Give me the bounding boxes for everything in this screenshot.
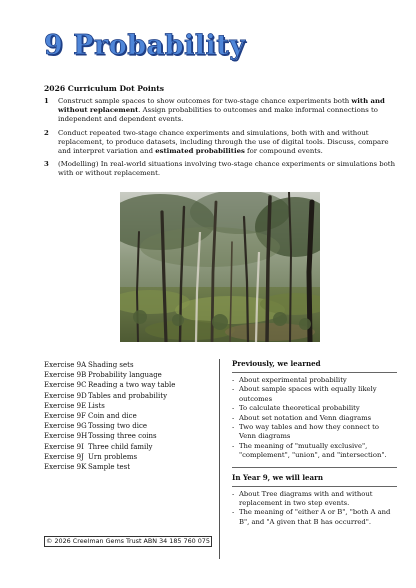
curriculum-heading: 2026 Curriculum Dot Points (44, 84, 165, 93)
list-item (232, 385, 397, 404)
exercise-row[interactable] (44, 462, 214, 472)
list-item-text: Two way tables and how they connect to Venn diagrams (239, 423, 379, 441)
curriculum-item-number: 3 (44, 160, 49, 169)
bullet: - (232, 404, 235, 413)
previously-heading: Previously, we learned (232, 359, 321, 368)
exercise-title: Tables and probability (88, 391, 168, 400)
list-item-text: About experimental probability (239, 376, 347, 384)
heading-rule (232, 372, 397, 373)
learn-heading: In Year 9, we will learn (232, 472, 324, 482)
list-item (232, 490, 397, 509)
exercise-row[interactable] (44, 360, 214, 370)
chapter-title: 9 Probability (44, 30, 246, 61)
curriculum-text-part: Construct sample spaces to show outcomes for two-stage chance experiments both (58, 97, 352, 105)
exercise-code: Exercise 9G (44, 422, 87, 431)
list-item (232, 414, 397, 423)
exercise-title: Shading sets (88, 361, 134, 369)
exercise-row[interactable] (44, 452, 214, 462)
exercise-row[interactable] (44, 411, 214, 421)
exercise-title: Lists (88, 401, 105, 410)
exercise-code: Exercise 9H (44, 432, 88, 441)
curriculum-text-part: for compound events. (244, 147, 323, 156)
forest-photo (120, 192, 320, 342)
curriculum-item-number: 1 (44, 97, 49, 105)
exercise-code: Exercise 9E (44, 401, 87, 410)
exercise-code: Exercise 9B (44, 371, 87, 380)
exercise-code: Exercise 9J (44, 452, 84, 461)
bullet: - (232, 385, 235, 394)
exercise-row[interactable] (44, 431, 214, 441)
curriculum-item-text (58, 129, 396, 157)
list-item-text: The meaning of "mutually exclusive", "complement", "union", and "intersection". (239, 441, 387, 460)
exercise-row[interactable] (44, 401, 214, 411)
curriculum-text-part: Conduct repeated two-stage chance experiments and simulations, both with and without replacement, to produce datasets, including through the use of digital tools. Discuss, compare and interpret variation and (58, 128, 389, 156)
curriculum-item (44, 97, 396, 125)
exercise-row[interactable] (44, 421, 214, 431)
curriculum-item-text (58, 97, 396, 125)
column-divider (219, 359, 220, 559)
curriculum-list (44, 97, 396, 183)
exercise-list (44, 360, 214, 472)
heading-rule (232, 486, 397, 487)
curriculum-item-text (58, 160, 396, 178)
curriculum-item (44, 160, 396, 178)
exercise-row[interactable] (44, 442, 214, 452)
exercise-row[interactable] (44, 380, 214, 390)
list-item (232, 404, 397, 413)
curriculum-item (44, 129, 396, 157)
exercise-code: Exercise 9C (44, 381, 87, 390)
curriculum-item-number: 2 (44, 128, 49, 137)
curriculum-text-emphasis: estimated probabilities (155, 147, 245, 156)
exercise-row[interactable] (44, 370, 214, 380)
bullet: - (232, 508, 235, 517)
list-item-text: About sample spaces with equally likely outcomes (239, 385, 377, 403)
exercise-title: Tossing two dice (88, 422, 148, 431)
copyright-notice: © 2026 Creelman Gems Trust ABN 34 185 760 075 (44, 536, 212, 547)
learn-list (232, 490, 397, 528)
exercise-code: Exercise 9D (44, 391, 87, 400)
exercise-title: Three child family (88, 442, 153, 451)
exercise-row[interactable] (44, 391, 214, 401)
exercise-code: Exercise 9K (44, 463, 87, 472)
exercise-title: Coin and dice (88, 412, 137, 421)
curriculum-text-emphasis: with and without replacement (58, 97, 385, 115)
curriculum-text-part: . Assign probabilities to outcomes and make informal connections to independent and dependent events. (58, 106, 378, 124)
list-item (232, 442, 397, 461)
section-rule (232, 467, 397, 468)
exercise-code: Exercise 9A (44, 361, 87, 369)
list-item (232, 423, 397, 442)
list-item (232, 508, 397, 527)
curriculum-text-part: (Modelling) In real-world situations involving two-stage chance experiments or simulations both with or without replacement. (58, 160, 396, 178)
previously-list (232, 376, 397, 461)
list-item (232, 376, 397, 385)
list-item-text: To calculate theoretical probability (239, 404, 360, 413)
list-item-text: About Tree diagrams with and without replacement in two step events. (239, 489, 373, 508)
list-item-text: The meaning of "either A or B", "both A and B", and "A given that B has occurred". (239, 508, 391, 526)
exercise-title: Urn problems (88, 452, 138, 461)
bullet: - (232, 413, 235, 422)
learning-summary (232, 359, 397, 527)
bullet: - (232, 489, 235, 498)
bullet: - (232, 423, 235, 432)
exercise-code: Exercise 9F (44, 412, 86, 421)
bullet: - (232, 376, 235, 384)
list-item-text: About set notation and Venn diagrams (239, 413, 372, 422)
exercise-title: Probability language (88, 371, 162, 380)
exercise-title: Sample test (88, 463, 131, 472)
bullet: - (232, 441, 235, 450)
exercise-title: Tossing three coins (88, 432, 157, 441)
exercise-title: Reading a two way table (88, 381, 176, 390)
exercise-code: Exercise 9I (44, 442, 84, 451)
